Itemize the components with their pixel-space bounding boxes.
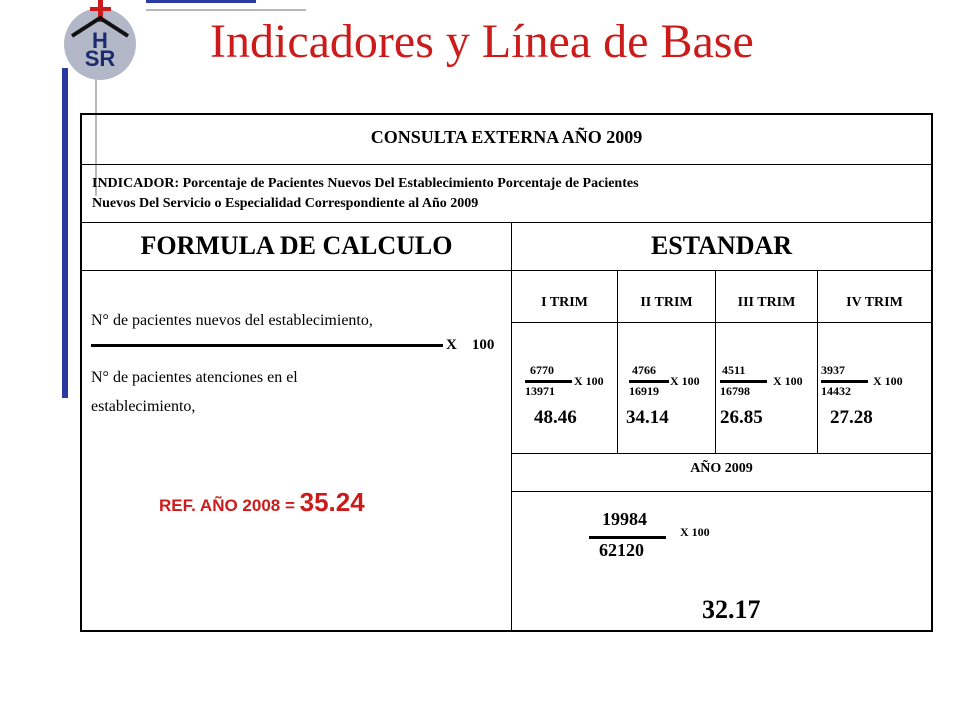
reference-label: REF. AÑO 2008 = [159,496,300,515]
quarter-4-denominator: 14432 [821,384,851,398]
year-result: 32.17 [702,595,761,624]
quarter-3-numerator: 4511 [722,363,746,377]
quarter-3-denominator: 16798 [720,384,750,398]
reference-2008 [159,487,365,518]
standard-heading: ESTANDAR [650,231,793,260]
row-divider [512,491,931,492]
row-divider [512,322,931,323]
formula-heading: FORMULA DE CALCULO [140,231,453,260]
quarter-3-fraction-bar [720,380,767,383]
quarter-label-4: IV TRIM [846,295,903,310]
reference-value: 35.24 [299,487,365,517]
quarter-1-numerator: 6770 [530,363,554,377]
quarter-label-3: III TRIM [737,295,796,310]
quarter-2-fraction-bar [629,380,669,383]
logo-letters-bottom: SR [84,46,116,71]
row-divider [82,270,931,271]
row-divider [82,222,931,223]
quarter-4-numerator: 3937 [821,363,845,377]
quarter-1-denominator: 13971 [525,384,555,398]
page-title: Indicadores y Línea de Base [210,15,754,68]
formula-multiplier: X 100 [446,337,495,353]
formula-denominator-line2: establecimiento, [91,398,196,415]
quarter-2-result: 34.14 [626,407,669,428]
divider-horizontal [146,9,306,11]
quarter-3-multiplier: X 100 [773,374,803,388]
quarter-4-multiplier: X 100 [873,374,903,388]
indicator-text-line2: Nuevos Del Servicio o Especialidad Correspondiente al Año 2009 [92,196,479,211]
formula-denominator-line1: N° de pacientes atenciones en el [91,369,298,386]
logo-letters-top: H [92,28,108,53]
year-fraction-bar [589,536,666,539]
quarter-2-multiplier: X 100 [670,374,700,388]
quarter-1-result: 48.46 [534,407,577,428]
hospital-logo [60,0,140,82]
formula-numerator: N° de pacientes nuevos del establecimiento, [91,312,373,329]
table-header: CONSULTA EXTERNA AÑO 2009 [370,127,643,147]
quarter-3-result: 26.85 [720,407,763,428]
indicator-text-line1: INDICADOR: Porcentaje de Pacientes Nuevos Del Establecimiento Porcentaje de Pacientes [92,176,639,191]
quarter-1-fraction-bar [525,380,572,383]
year-multiplier: X 100 [680,525,710,539]
quarter-label-2: II TRIM [640,295,693,310]
year-denominator: 62120 [599,540,644,560]
column-divider [511,222,512,632]
accent-bar-vertical [62,68,68,398]
year-label: AÑO 2009 [690,461,753,476]
quarter-2-numerator: 4766 [632,363,656,377]
quarter-1-multiplier: X 100 [574,374,604,388]
row-divider [82,164,931,165]
quarter-4-result: 27.28 [830,407,873,428]
accent-bar-horizontal [146,0,256,3]
quarter-4-fraction-bar [821,380,868,383]
quarter-2-denominator: 16919 [629,384,659,398]
quarter-label-1: I TRIM [541,295,588,310]
row-divider [512,453,931,454]
formula-fraction-bar [91,344,443,347]
year-numerator: 19984 [602,509,647,529]
indicator-table [80,113,933,632]
